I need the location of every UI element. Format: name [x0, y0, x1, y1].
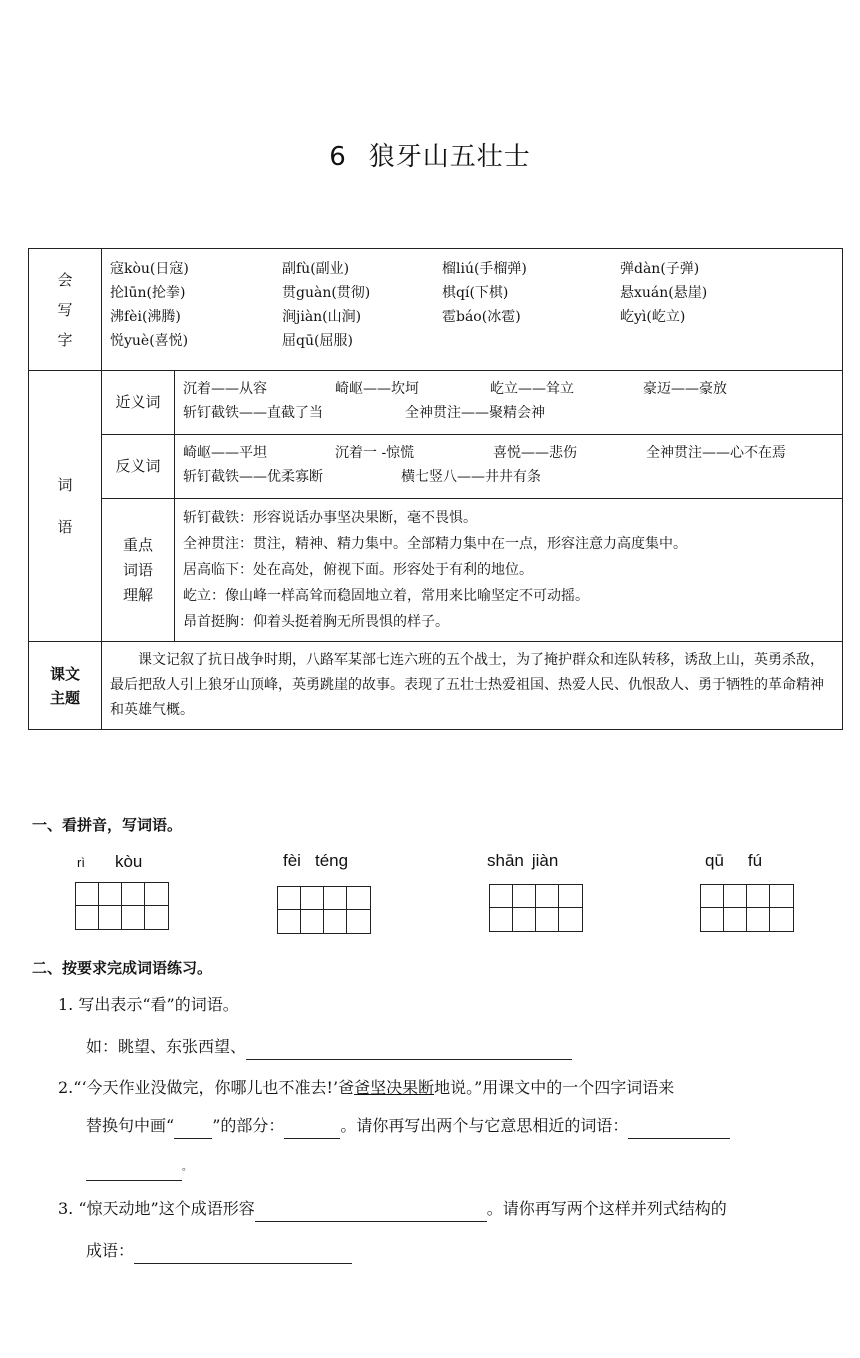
key-word-item: 昂首挺胸：仰着头挺着胸无所畏惧的样子。 [183, 614, 449, 630]
synonym-pair: 豪迈——豪放 [643, 381, 727, 397]
answer-blank[interactable] [255, 1221, 487, 1222]
antonym-pair: 全神贯注——心不在焉 [646, 445, 786, 461]
chars-category-label: 会 写 字 [29, 249, 102, 371]
page-title [0, 136, 860, 173]
question-1-example: 如：眺望、东张西望、 [86, 1034, 572, 1060]
char-item: 榴liú(手榴弹) [442, 261, 527, 277]
char-item: 寇kòu(日寇) [110, 261, 189, 277]
answer-blank[interactable] [284, 1138, 340, 1139]
char-item: 悬xuán(悬崖) [620, 285, 708, 301]
question-3-line1: 3. “惊天动地”这个成语形容 。请你再写两个这样并列式结构的 [58, 1196, 727, 1222]
chars-grid [110, 259, 834, 351]
antonym-pair: 横七竖八——井井有条 [401, 469, 541, 485]
antonyms-label: 反义词 [102, 435, 175, 499]
words-category-label: 词 语 [29, 371, 102, 642]
char-item: 屈qū(屈服) [282, 333, 353, 349]
key-word-item: 居高临下：处在高处，俯视下面。形容处于有利的地位。 [183, 562, 533, 578]
writing-grid[interactable] [700, 884, 794, 932]
synonym-pair: 屹立——耸立 [490, 381, 574, 397]
char-item: 沸fèi(沸腾) [110, 309, 181, 325]
question-3-line2: 成语： [86, 1238, 352, 1264]
synonym-pair: 崎岖——坎坷 [335, 381, 419, 397]
char-item: 抡lūn(抡拳) [110, 285, 186, 301]
char-item: 贯guàn(贯彻) [282, 285, 371, 301]
antonym-pair: 喜悦——悲伤 [493, 445, 577, 461]
lesson-title: 狼牙山五壮士 [368, 142, 531, 172]
synonyms-label: 近义词 [102, 371, 175, 435]
key-word-item: 屹立：像山峰一样高耸而稳固地立着，常用来比喻坚定不可动摇。 [183, 588, 589, 604]
writing-grid[interactable] [277, 886, 371, 934]
antonym-pair: 沉着一 -惊慌 [335, 445, 415, 461]
chars-cell [102, 249, 843, 371]
section1-heading: 一、看拼音，写词语。 [32, 816, 183, 834]
char-item: 弹dàn(子弹) [620, 261, 700, 277]
question-2-line1: 2.“‘今天作业没做完，你哪儿也不准去!’爸爸坚决果断地说。”用课文中的一个四字词语来 [58, 1078, 675, 1097]
lesson-summary-table [28, 248, 843, 730]
lesson-number: 6 [329, 142, 347, 172]
pinyin-label: shān jiàn [487, 851, 559, 870]
question-2-line2: 替换句中画“ ”的部分： 。请你再写出两个与它意思相近的词语： [86, 1113, 730, 1139]
char-item: 屹yì(屹立) [620, 309, 686, 325]
answer-blank[interactable] [628, 1138, 730, 1139]
char-item: 副fù(副业) [282, 261, 350, 277]
synonym-pair: 全神贯注——聚精会神 [405, 405, 545, 421]
synonym-pair: 斩钉截铁——直截了当 [183, 405, 323, 421]
key-word-item: 全神贯注：贯注，精神、精力集中。全部精力集中在一点，形容注意力高度集中。 [183, 536, 687, 552]
char-item: 棋qí(下棋) [442, 285, 509, 301]
writing-grid[interactable] [489, 884, 583, 932]
antonym-pair: 斩钉截铁——优柔寡断 [183, 469, 323, 485]
char-item: 涧jiàn(山涧) [282, 309, 362, 325]
antonyms-cell [175, 435, 843, 499]
synonym-pair: 沉着——从容 [183, 381, 267, 397]
answer-blank[interactable] [134, 1263, 352, 1264]
char-item: 雹báo(冰雹) [442, 309, 521, 325]
question-2-line3: 。 [86, 1152, 192, 1181]
key-word-item: 斩钉截铁：形容说话办事坚决果断，毫不畏惧。 [183, 510, 477, 526]
pinyin-label: rì kòu [77, 852, 143, 871]
section2-heading: 二、按要求完成词语练习。 [32, 959, 213, 977]
theme-text: 课文记叙了抗日战争时期，八路军某部七连六班的五个战士，为了掩护群众和连队转移，诱敌上山，英勇杀敌，最后把敌人引上狼牙山顶峰，英勇跳崖的故事。表现了五壮士热爱祖国、热爱人民、仇恨敌人、勇于牺牲的革命精神和英雄气概。 [102, 642, 843, 730]
theme-label: 课文 主题 [29, 642, 102, 730]
answer-blank[interactable] [86, 1162, 182, 1181]
synonyms-cell [175, 371, 843, 435]
pinyin-label: fèi téng [283, 851, 349, 870]
question-1: 1. 写出表示“看”的词语。 [58, 995, 239, 1014]
char-item: 悦yuè(喜悦) [110, 333, 189, 349]
key-words-cell [175, 499, 843, 642]
pinyin-label: qū fú [705, 851, 763, 870]
key-words-label: 重点 词语 理解 [102, 499, 175, 642]
answer-blank[interactable] [246, 1059, 572, 1060]
antonym-pair: 崎岖——平坦 [183, 445, 267, 461]
writing-grid[interactable] [75, 882, 169, 930]
